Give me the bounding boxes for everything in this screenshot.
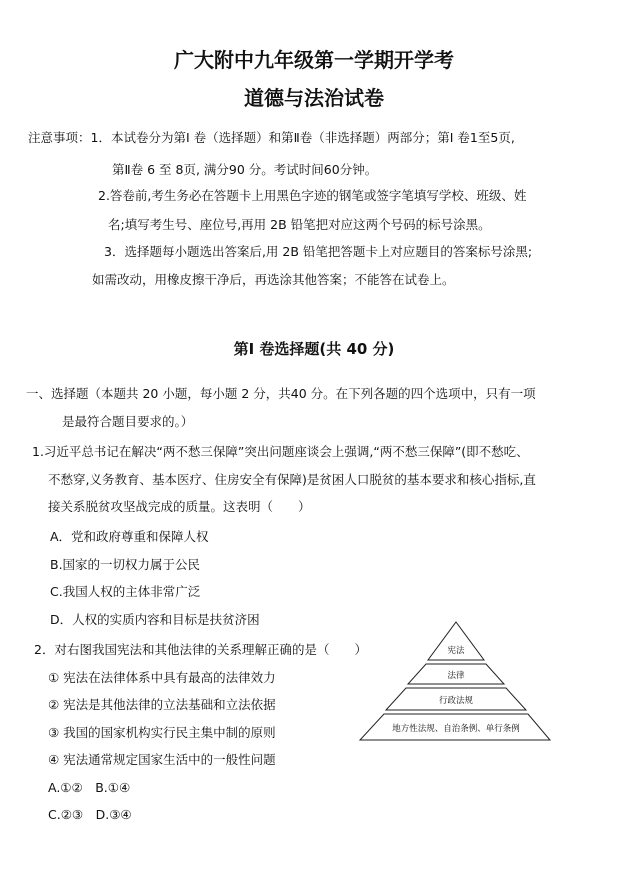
- pyramid-level-4-label: 地方性法规、自治条例、单行条例: [392, 724, 520, 734]
- section-title: 第Ⅰ 卷选择题(共 40 分): [233, 340, 395, 358]
- q1-option-a: A．党和政府尊重和保障人权: [50, 529, 209, 544]
- q2-stem: 2．对右图我国宪法和其他法律的关系理解正确的是（ ）: [34, 642, 367, 657]
- q1-stem-line-1: 1.习近平总书记在解决“两不愁三保障”突出问题座谈会上强调,“两不愁三保障”(即不愁吃、: [32, 444, 529, 459]
- note-line-5: 3．选择题每小题选出答案后,用 2B 铅笔把答题卡上对应题目的答案标号涂黑;: [104, 244, 533, 259]
- q1-option-c: C.我国人权的主体非常广泛: [50, 584, 201, 599]
- pyramid-level-2-label: 法律: [447, 671, 465, 681]
- q1-option-b: B.国家的一切权力属于公民: [50, 557, 201, 572]
- pyramid-level-1-label: 宪法: [447, 646, 465, 656]
- note-line-4: 名;填写考生号、座位号,再用 2B 铅笔把对应这两个号码的标号涂黑。: [108, 217, 491, 232]
- note-line-3: 2.答卷前,考生务必在答题卡上用黑色字迹的钢笔或签字笔填写学校、班级、姓: [98, 188, 527, 203]
- q2-answer-row-1: A.①② B.①④: [48, 780, 131, 795]
- pyramid-level-3-label: 行政法规: [438, 696, 474, 706]
- section-intro-1: 一、选择题（本题共 20 小题，每小题 2 分，共40 分。在下列各题的四个选项中，只有一项: [26, 386, 536, 401]
- q2-item-3: ③ 我国的国家机构实行民主集中制的原则: [48, 725, 276, 740]
- q1-option-d: D．人权的实质内容和目标是扶贫济困: [50, 612, 260, 627]
- q2-item-2: ② 宪法是其他法律的立法基础和立法依据: [48, 697, 276, 712]
- q2-answer-row-2: C.②③ D.③④: [48, 807, 132, 822]
- exam-subtitle: 道德与法治试卷: [244, 86, 384, 110]
- q1-stem-line-3: 接关系脱贫攻坚战完成的质量。这表明（ ）: [48, 499, 311, 514]
- q2-item-1: ① 宪法在法律体系中具有最高的法律效力: [48, 670, 276, 685]
- note-line-6: 如需改动，用橡皮擦干净后，再选涂其他答案；不能答在试卷上。: [92, 272, 455, 287]
- q2-item-4: ④ 宪法通常规定国家生活中的一般性问题: [48, 752, 276, 767]
- q1-stem-line-2: 不愁穿,义务教育、基本医疗、住房安全有保障)是贫困人口脱贫的基本要求和核心指标,直: [48, 472, 536, 487]
- note-line-1: 注意事项：1．本试卷分为第Ⅰ 卷（选择题）和第Ⅱ卷（非选择题）两部分；第Ⅰ 卷1至5页,: [28, 130, 515, 145]
- law-hierarchy-pyramid: [356, 620, 556, 746]
- section-intro-2: 是最符合题目要求的。）: [62, 414, 194, 429]
- exam-title: 广大附中九年级第一学期开学考: [174, 48, 454, 72]
- note-line-2: 第Ⅱ卷 6 至 8页, 满分90 分。考试时间60分钟。: [112, 162, 378, 177]
